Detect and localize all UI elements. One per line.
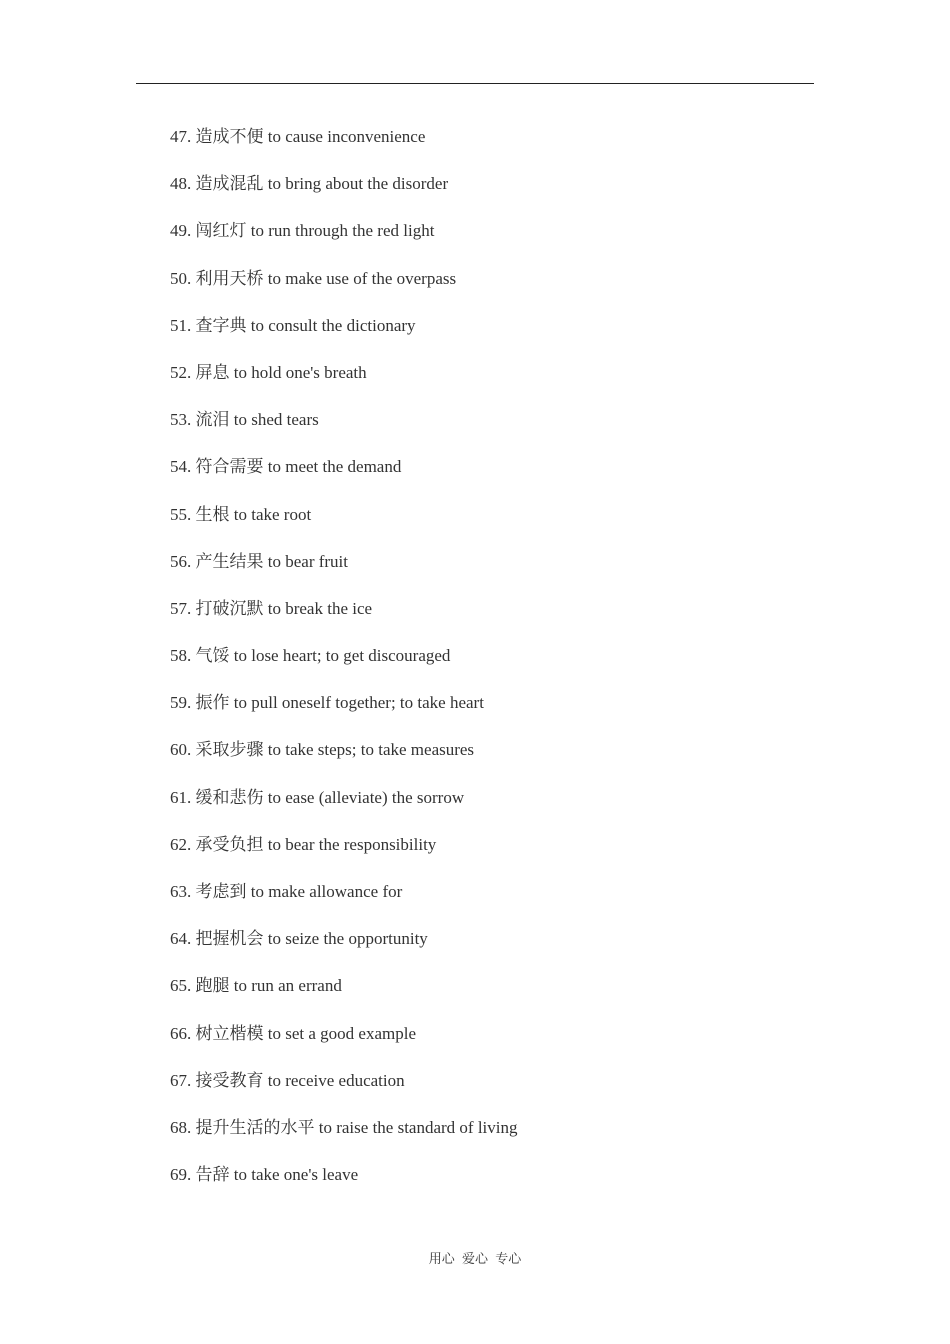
entry-english: to take one's leave <box>233 1165 359 1185</box>
entry-chinese: 查字典 <box>195 315 247 335</box>
list-item <box>170 737 518 784</box>
entry-number: 63. <box>170 882 192 901</box>
entry-number: 54. <box>170 457 192 477</box>
phrase-list <box>170 124 518 1209</box>
list-item <box>170 1162 518 1209</box>
entry-english: to ease (alleviate) the sorrow <box>267 787 465 807</box>
entry-chinese: 缓和悲伤 <box>195 787 264 807</box>
header-rule <box>136 83 814 84</box>
entry-english: to seize the opportunity <box>267 929 428 949</box>
entry-number: 52. <box>170 362 192 382</box>
page-footer: 用心 爱心 专心 <box>428 1251 522 1266</box>
list-item <box>170 926 518 973</box>
entry-chinese: 造成混乱 <box>195 174 264 194</box>
entry-english: to bear fruit <box>267 551 348 571</box>
entry-english: to set a good example <box>267 1023 416 1043</box>
entry-chinese: 造成不便 <box>195 127 264 146</box>
list-item <box>170 832 518 879</box>
entry-chinese: 树立楷模 <box>195 1023 264 1043</box>
entry-number: 57. <box>170 598 192 618</box>
entry-number: 53. <box>170 410 192 430</box>
entry-chinese: 提升生活的水平 <box>195 1117 315 1137</box>
entry-number: 66. <box>170 1023 192 1043</box>
list-item <box>170 596 518 643</box>
entry-number: 47. <box>170 127 192 146</box>
entry-chinese: 利用天桥 <box>195 268 264 288</box>
entry-english: to hold one's breath <box>233 362 367 382</box>
entry-english: to make use of the overpass <box>267 268 457 288</box>
list-item <box>170 879 518 926</box>
entry-number: 50. <box>170 268 192 288</box>
list-item <box>170 454 518 501</box>
entry-number: 59. <box>170 693 192 713</box>
entry-chinese: 振作 <box>195 693 230 713</box>
list-item <box>170 266 518 313</box>
entry-chinese: 打破沉默 <box>195 598 264 618</box>
list-item <box>170 785 518 832</box>
entry-chinese: 屏息 <box>195 362 230 382</box>
entry-number: 56. <box>170 551 192 571</box>
entry-chinese: 考虑到 <box>195 882 247 901</box>
entry-chinese: 告辞 <box>195 1165 230 1185</box>
entry-chinese: 采取步骤 <box>195 740 264 760</box>
entry-english: to pull oneself together; to take heart <box>233 693 484 713</box>
list-item <box>170 643 518 690</box>
entry-number: 68. <box>170 1117 192 1137</box>
entry-english: to shed tears <box>233 410 319 430</box>
list-item <box>170 407 518 454</box>
entry-english: to run an errand <box>233 976 342 996</box>
entry-english: to bring about the disorder <box>267 174 449 194</box>
entry-chinese: 跑腿 <box>195 976 230 996</box>
entry-chinese: 闯红灯 <box>195 221 247 241</box>
entry-chinese: 符合需要 <box>195 457 264 477</box>
entry-number: 49. <box>170 221 192 241</box>
list-item <box>170 171 518 218</box>
entry-chinese: 流泪 <box>195 410 230 430</box>
list-item <box>170 1021 518 1068</box>
entry-number: 62. <box>170 834 192 854</box>
entry-english: to make allowance for <box>250 882 403 901</box>
entry-english: to lose heart; to get discouraged <box>233 646 451 666</box>
entry-english: to break the ice <box>267 598 373 618</box>
entry-number: 60. <box>170 740 192 760</box>
entry-number: 51. <box>170 315 192 335</box>
entry-number: 61. <box>170 787 192 807</box>
entry-number: 64. <box>170 929 192 949</box>
entry-number: 48. <box>170 174 192 194</box>
entry-chinese: 接受教育 <box>195 1070 264 1090</box>
list-item <box>170 973 518 1020</box>
list-item <box>170 690 518 737</box>
entry-number: 67. <box>170 1070 192 1090</box>
entry-chinese: 承受负担 <box>195 834 264 854</box>
entry-english: to meet the demand <box>267 457 402 477</box>
entry-english: to take root <box>233 504 312 524</box>
entry-number: 65. <box>170 976 192 996</box>
entry-number: 58. <box>170 646 192 666</box>
entry-english: to cause inconvenience <box>267 127 426 146</box>
entry-chinese: 气馁 <box>195 646 230 666</box>
list-item <box>170 360 518 407</box>
entry-english: to consult the dictionary <box>250 315 416 335</box>
entry-chinese: 把握机会 <box>195 929 264 949</box>
list-item <box>170 1115 518 1162</box>
list-item <box>170 218 518 265</box>
entry-english: to take steps; to take measures <box>267 740 475 760</box>
entry-english: to raise the standard of living <box>318 1117 518 1137</box>
list-item <box>170 124 518 171</box>
list-item <box>170 549 518 596</box>
list-item <box>170 1068 518 1115</box>
list-item <box>170 313 518 360</box>
entry-number: 55. <box>170 504 192 524</box>
entry-chinese: 生根 <box>195 504 230 524</box>
entry-english: to bear the responsibility <box>267 834 437 854</box>
entry-number: 69. <box>170 1165 192 1185</box>
list-item <box>170 502 518 549</box>
entry-english: to run through the red light <box>250 221 435 241</box>
entry-english: to receive education <box>267 1070 405 1090</box>
entry-chinese: 产生结果 <box>195 551 264 571</box>
